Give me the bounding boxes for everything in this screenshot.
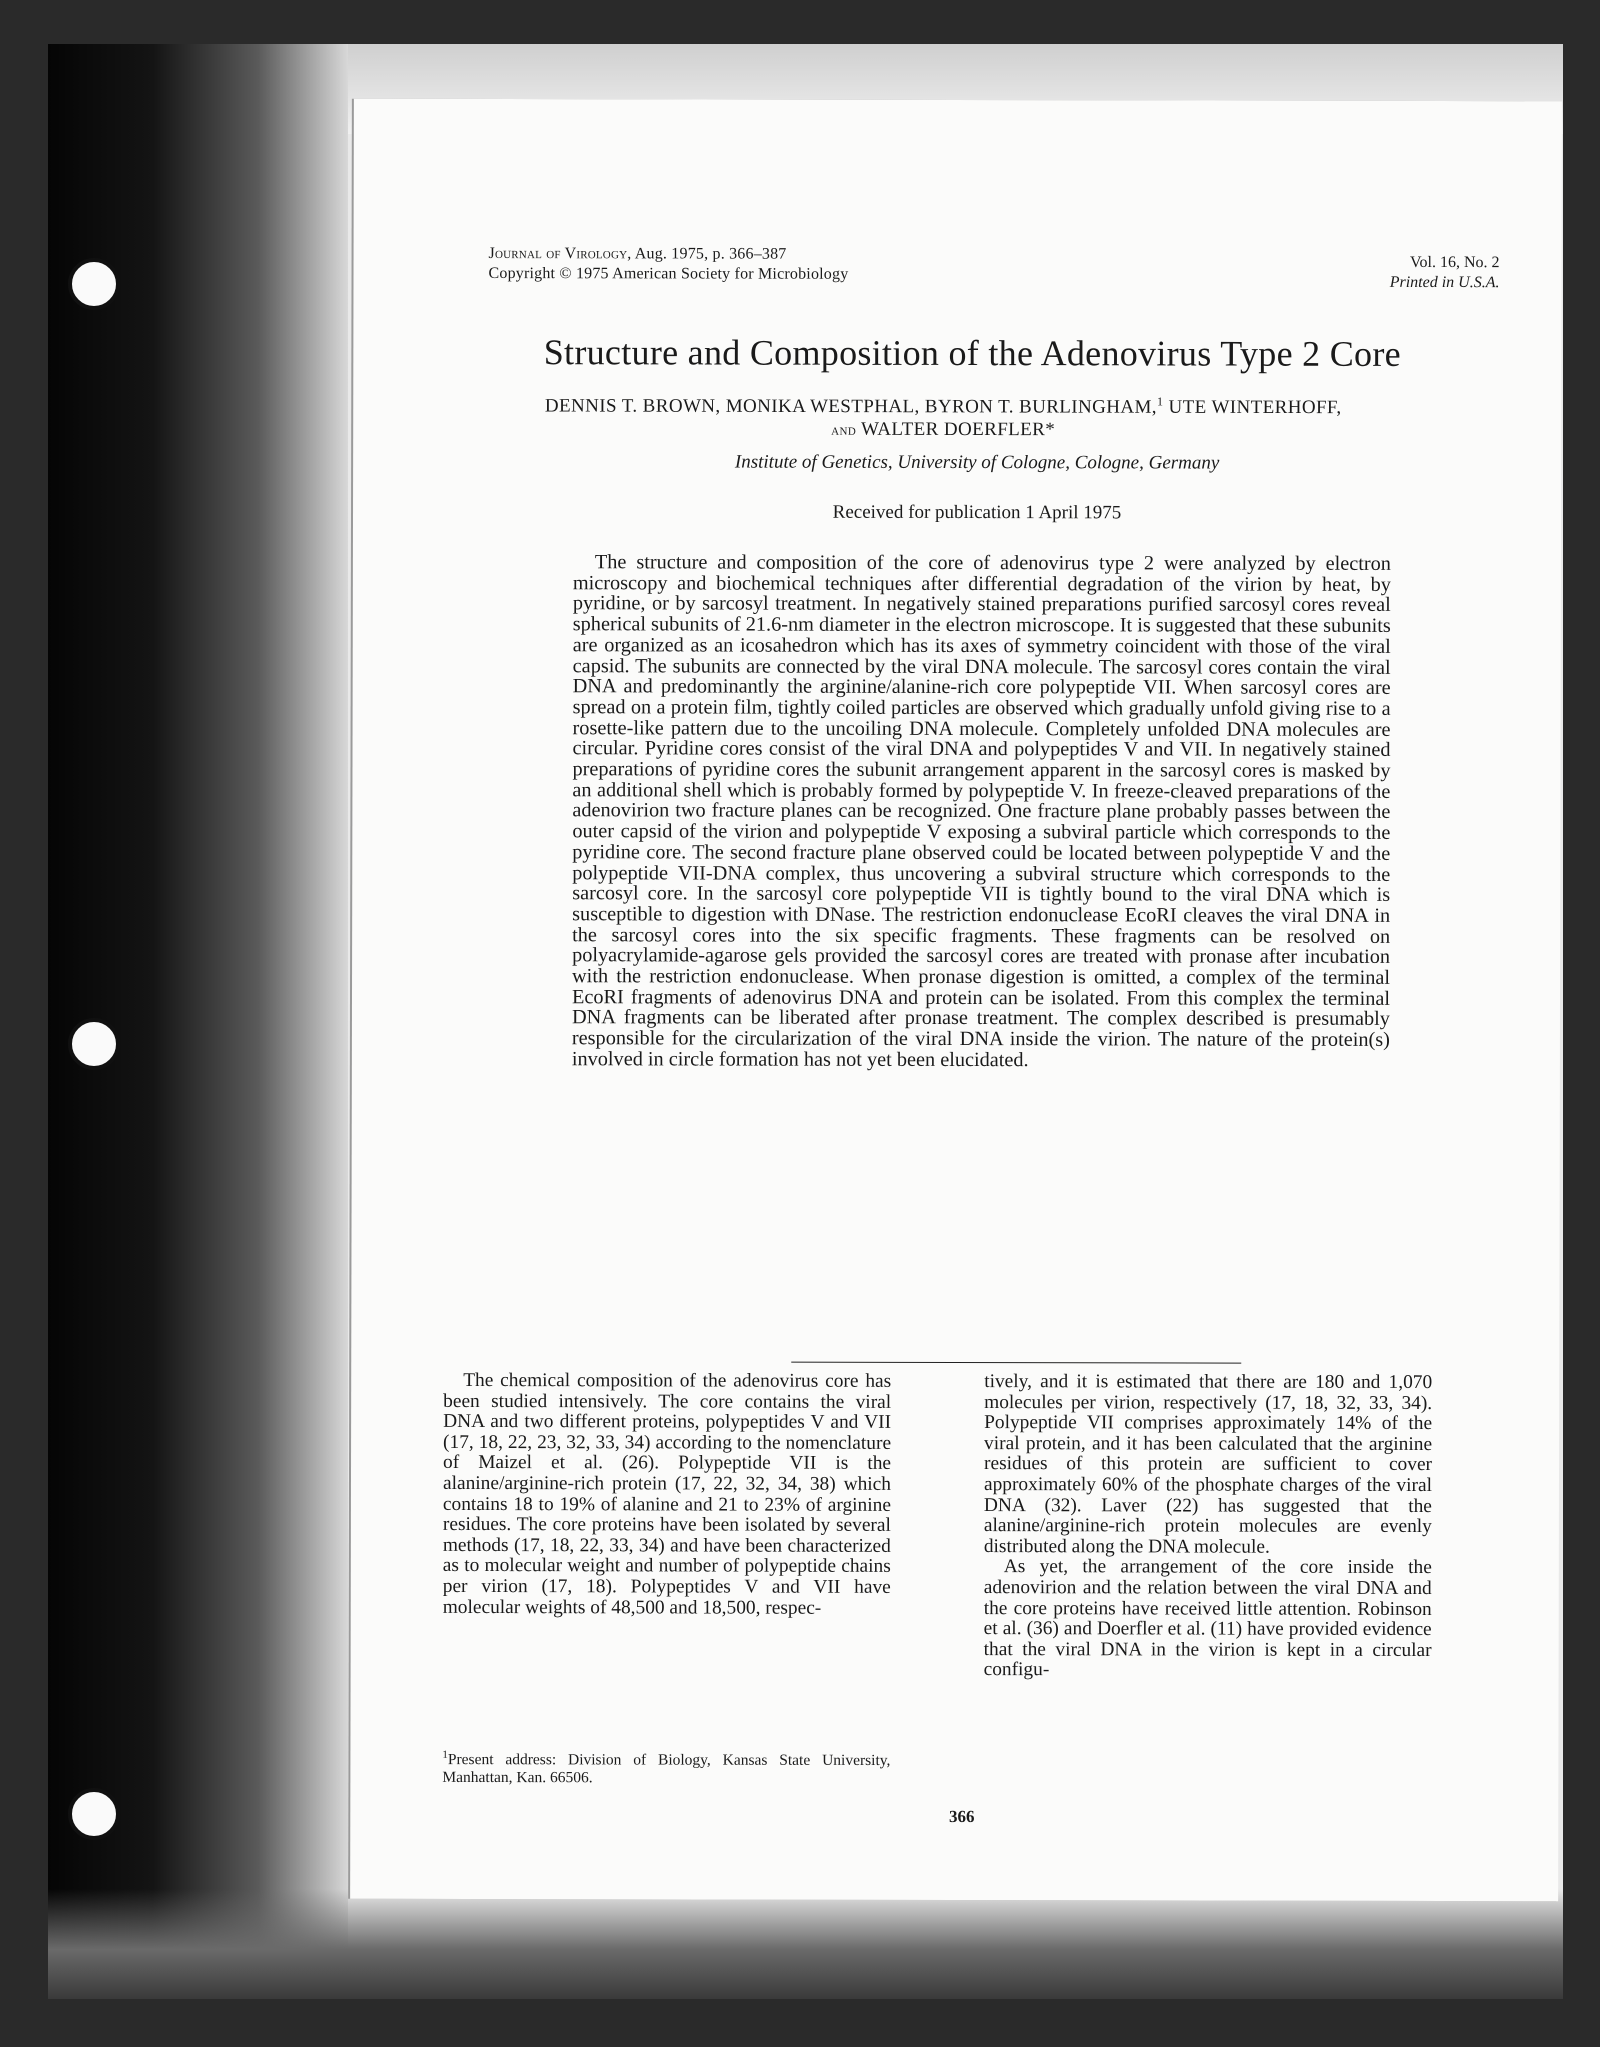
author-list: [443, 389, 1443, 443]
body-paragraph: The chemical composition of the adenovirus core has been studied intensively. The core contains the viral DNA and two different proteins, polypeptides V and VII (17, 18, 22, 23, 32, 33, 34) according to the nomenclature of Maizel et al. (26). Polypeptide VII is the alanine/arginine-rich protein (17, 22, 32, 34, 38) which contains 18 to 19% of alanine and 21 to 23% of arginine residues. The core proteins have been isolated by several methods (17, 18, 22, 33, 34) and have been characterized as to molecular weight and number of polypeptide chains per virion (17, 18). Polypeptides V and VII have molecular weights of 48,500 and 18,500, respec-: [442, 1369, 892, 1619]
section-divider: [791, 1362, 1241, 1364]
footnote: [442, 1746, 890, 1788]
journal-details: , Aug. 1975, p. 366–387: [627, 245, 787, 263]
printed-in: Printed in U.S.A.: [1389, 273, 1500, 292]
journal-name: Journal of Virology: [488, 245, 628, 263]
authors-line-1: DENNIS T. BROWN, MONIKA WESTPHAL, BYRON T. BURLINGHAM,: [544, 395, 1157, 418]
volume-header: [1390, 253, 1500, 293]
bottom-shadow-band: [48, 1889, 1563, 1999]
binder-hole-bottom: [68, 1788, 120, 1840]
authors-and: and: [831, 422, 857, 440]
article-page: [350, 99, 1562, 1902]
volume-number: Vol. 16, No. 2: [1410, 253, 1500, 272]
article-title: Structure and Composition of the Adenovirus Type 2 Core: [543, 332, 1402, 374]
body-column-right: [984, 1372, 1433, 1682]
abstract: The structure and composition of the core of adenovirus type 2 were analyzed by electron microscopy and biochemical techniques after differential degradation of the virion by heat, by pyridine, or by sarcosyl treatment. In negatively stained preparations purified sarcosyl cores reveal spherical subunits of 21.6-nm diameter in the electron microscope. It is suggested that these subunits are organized as an icosahedron which has its axes of symmetry coincident with those of the viral capsid. The subunits are connected by the viral DNA molecule. The sarcosyl cores contain the viral DNA and predominantly the arginine/alanine-rich core polypeptide VII. When sarcosyl cores are spread on a protein film, tightly coiled particles are observed which gradually unfold giving rise to a rosette-like pattern due to the uncoiling DNA molecule. Completely unfolded DNA molecules are circular. Pyridine cores consist of the viral DNA and polypeptides V and VII. In negatively stained preparations of pyridine cores the subunit arrangement apparent in the sarcosyl cores is masked by an additional shell which is probably formed by polypeptide V. In freeze-cleaved preparations of the adenovirion two fracture planes can be recognized. One fracture plane probably passes between the outer capsid of the virion and polypeptide V exposing a subviral particle which corresponds to the pyridine core. The second fracture plane observed could be located between polypeptide V and the polypeptide VII-DNA complex, thus uncovering a subviral structure which corresponds to the sarcosyl core. In the sarcosyl core polypeptide VII is tightly bound to the viral DNA which is susceptible to digestion with DNase. The restriction endonuclease EcoRI cleaves the viral DNA in the sarcosyl cores into the six specific fragments. These fragments can be resolved on polyacrylamide-agarose gels provided the sarcosyl cores are treated with pronase after incubation with the restriction endonuclease. When pronase digestion is omitted, a complex of the terminal EcoRI fragments of adenovirus DNA and protein can be isolated. From this complex the terminal DNA fragments can be liberated after pronase treatment. The complex described is presumably responsible for the circularization of the viral DNA inside the virion. The nature of the protein(s) involved in circle formation has not yet been elucidated.: [571, 551, 1391, 1072]
binder-hole-top: [68, 258, 120, 310]
author-footnote-mark: 1: [1156, 394, 1164, 409]
body-column-left: [443, 1371, 892, 1619]
page-number: 366: [949, 1806, 975, 1827]
body-paragraph: tively, and it is estimated that there are 180 and 1,070 molecules per virion, respectively (17, 18, 32, 33, 34). Polypeptide VII comprises approximately 14% of the viral protein, and it has been calculated that the arginine residues of this protein are sufficient to cover approximately 60% of the phosphate charges of the viral DNA (32). Laver (22) has suggested that the alanine/arginine-rich protein molecules are evenly distributed along the DNA molecule.: [983, 1371, 1433, 1558]
binder-hole-middle: [68, 1018, 120, 1070]
affiliation: Institute of Genetics, University of Cologne, Cologne, Germany: [734, 451, 1220, 474]
body-paragraph: As yet, the arrangement of the core inside the adenovirion and the relation between the viral DNA and the core proteins have received little attention. Robinson et al. (36) and Doerfler et al. (11) have provided evidence that the viral DNA in the virion is kept in a circular configu-: [983, 1556, 1432, 1681]
authors-line-2: WALTER DOERFLER*: [856, 419, 1056, 441]
received-date: Received for publication 1 April 1975: [832, 501, 1122, 524]
footnote-mark: 1: [442, 1748, 448, 1761]
journal-header: [488, 244, 848, 285]
footnote-text: Present address: Division of Biology, Kansas State University, Manhattan, Kan. 66506.: [442, 1751, 891, 1787]
authors-line-1-end: UTE WINTERHOFF,: [1163, 396, 1342, 419]
copyright-line: Copyright © 1975 American Society for Microbiology: [488, 265, 849, 283]
